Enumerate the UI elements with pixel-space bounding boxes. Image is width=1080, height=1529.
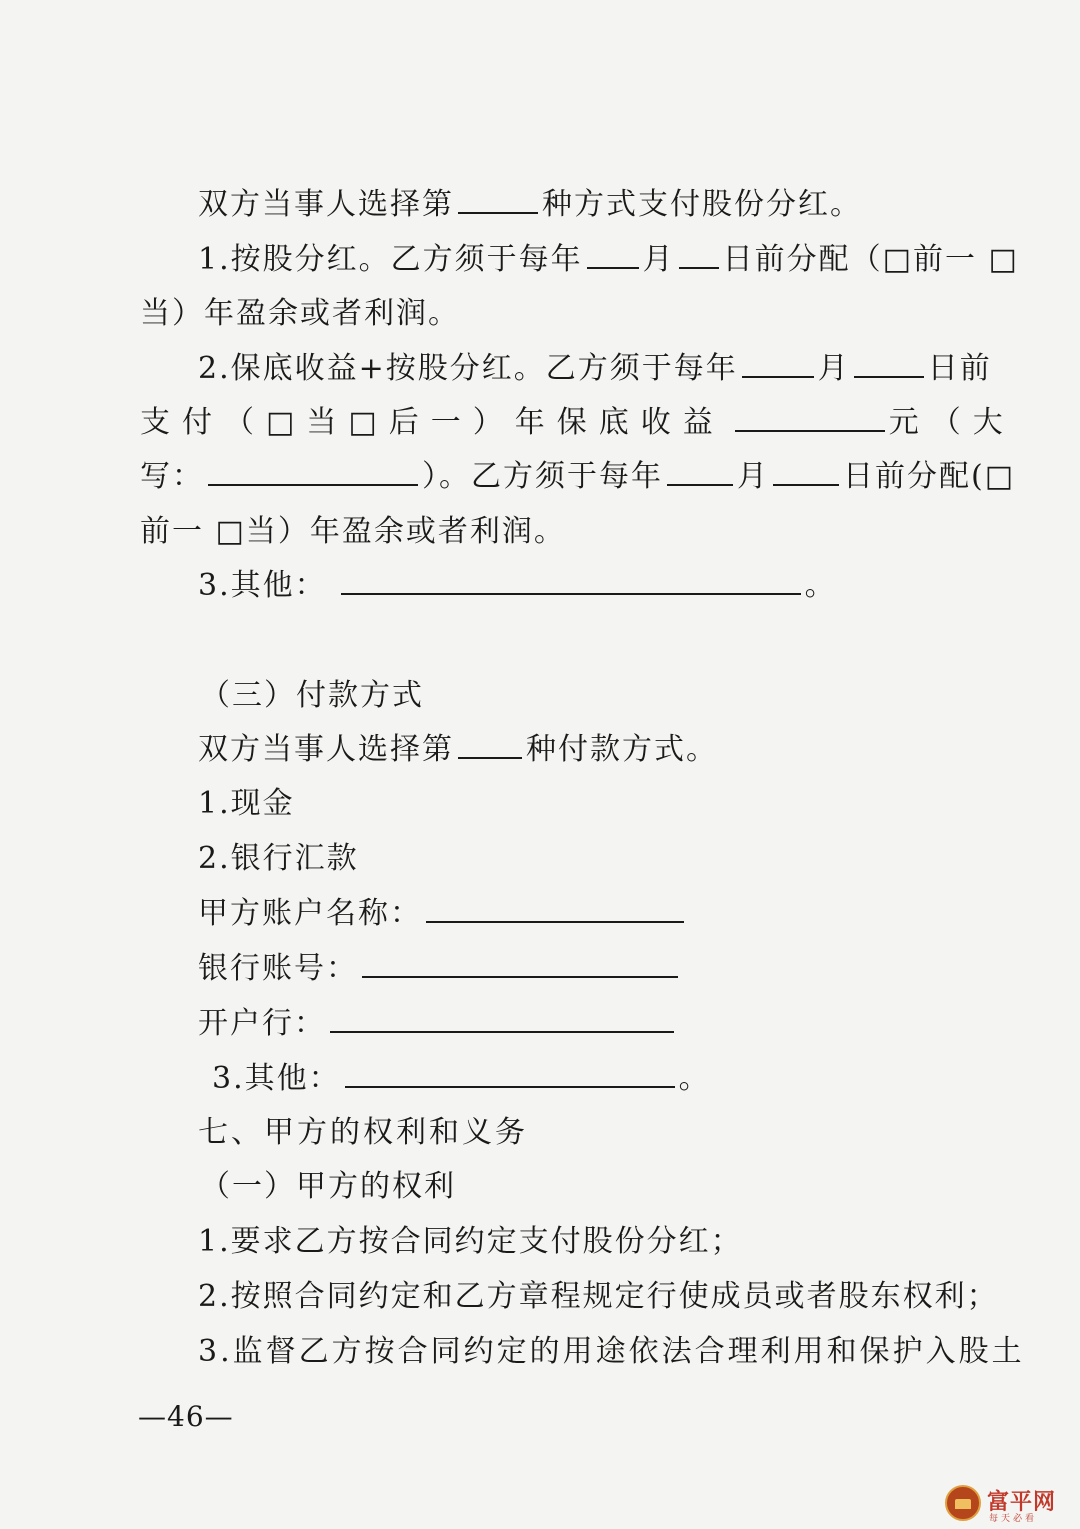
blank-field[interactable] xyxy=(458,186,538,214)
payment-heading: （三）付款方式 xyxy=(200,678,424,713)
blank-field[interactable] xyxy=(854,350,924,378)
page-number: —46— xyxy=(138,1400,234,1433)
section-7-title: 七、甲方的权利和义务 xyxy=(198,1115,528,1150)
account-number-row: 银行账号： xyxy=(198,949,682,989)
dividend-option-3: 3.其他： 。 xyxy=(198,568,837,603)
right-item-2: 2.按照合同约定和乙方章程规定行使成员或者股东权利； xyxy=(198,1279,999,1314)
blank-field[interactable] xyxy=(208,458,418,486)
blank-field[interactable] xyxy=(773,458,839,486)
dividend-option-1-cont: 当）年盈余或者利润。 xyxy=(140,296,460,331)
account-name-field[interactable] xyxy=(426,895,684,923)
dividend-option-2: 2.保底收益+按股分红。乙方须于每年 月 日前 xyxy=(198,351,992,386)
account-name-row: 甲方账户名称： xyxy=(198,894,688,934)
blank-field[interactable] xyxy=(735,404,885,432)
blank-field[interactable] xyxy=(341,567,801,595)
bank-branch-field[interactable] xyxy=(330,1005,674,1033)
blank-field[interactable] xyxy=(679,241,719,269)
blank-field[interactable] xyxy=(667,458,733,486)
right-item-3: 3.监督乙方按合同约定的用途依法合理利用和保护入股土 xyxy=(198,1334,1025,1369)
payment-bank: 2.银行汇款 xyxy=(198,841,359,876)
logo-tagline: 每天必看 xyxy=(989,1514,1038,1524)
payment-other: 3.其他： 。 xyxy=(212,1061,711,1096)
blank-field[interactable] xyxy=(458,731,522,759)
logo-emblem-icon xyxy=(945,1485,981,1521)
section-7-subheading: （一）甲方的权利 xyxy=(200,1169,456,1204)
bank-branch-row: 开户行： xyxy=(198,1004,678,1044)
site-watermark xyxy=(945,1485,1070,1525)
payment-cash: 1.现金 xyxy=(198,786,295,821)
blank-field[interactable] xyxy=(742,350,814,378)
blank-field[interactable] xyxy=(345,1060,675,1088)
logo-name: 富平网 xyxy=(987,1490,1057,1515)
account-number-field[interactable] xyxy=(362,950,678,978)
dividend-option-2-cont3: 前一 □当）年盈余或者利润。 xyxy=(140,514,566,549)
blank-field[interactable] xyxy=(587,241,639,269)
dividend-option-2-cont1: 支付（□当□后一）年保底收益 元（大 xyxy=(140,405,1015,440)
right-item-1: 1.要求乙方按合同约定支付股份分红； xyxy=(198,1224,743,1259)
dividend-intro: 双方当事人选择第 种方式支付股份分红。 xyxy=(198,187,862,222)
dividend-option-2-cont2: 写： ）。乙方须于每年 月 日前分配(□ xyxy=(140,459,1016,494)
payment-intro: 双方当事人选择第 种付款方式。 xyxy=(198,732,718,767)
dividend-option-1: 1.按股分红。乙方须于每年 月 日前分配（□前一 □ xyxy=(198,242,1019,277)
